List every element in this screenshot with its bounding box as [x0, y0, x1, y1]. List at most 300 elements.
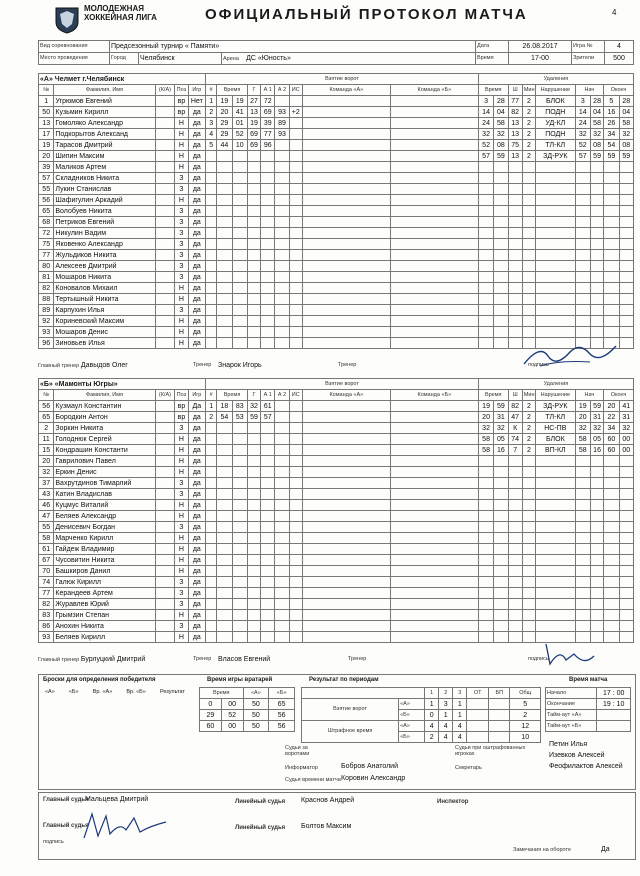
pen-violation: НС-ПВ — [536, 423, 576, 434]
player-name: Зоркин Никита — [54, 423, 155, 434]
pen-end-min: 34 — [604, 129, 619, 140]
goal-judges-label: Судьи за воротами — [285, 745, 310, 757]
player-name: Марченко Кирилл — [54, 533, 155, 544]
goal-sec: 41 — [232, 107, 247, 118]
pen-start-min: 14 — [575, 107, 590, 118]
player-played: да — [188, 338, 206, 349]
team-a-table: «А» Челмет г.Челябинск Взятие ворот Удаления № Фамилия, Имя (К/А) Поз Игр # Время Г А 1 А 2 ИС Команда «А» Команда «Б» Время Ш Мин Нарушение Нач Оконч 1 Угрюмов Евгений вр Нет 1 19 19 27 72 3 28 77 2 БЛОК 3 28 5 28 50 Кузьмин Кирилл вр да 2 20 41 13 69 93 +2 14 04 82 2 ПОДН 14 04 16 04 13 Гомоляко Александр Н да 3 29 01 19 39 89 24 58 13 2 УД-КЛ 24 58 26 58 17 Подкорытов Александ Н да 4 29 52 69 77 93 32 32 13 2 ПОДН 32 32 34 32 19 Тарасов Дмитрий Н да 5 44 10 69 96 52 08 75 2 ТЛ-КЛ 52 08 54 08 20 Шипин Максим Н да 57 59 13 2 ЗД-РУК 57 59 59 59 39 Маликов Артем Н да 57 Складников Никита З да 55 Лукин Станислав З да 56 Шафигулин Аркадий Н да 65 Волобуев Никита З да 68 Петриков Евгений З да 72 Никулин Вадим З да 75 Яковенко Александр З да 77 Жульдиков Никита З да 80 Алексеев Дмитрий З да 81 Мошаров Никита З да 82 Коновалов Михаил Н да 88 Тертышный Никита Н да 89 Карпухин Илья З да 92 Кориневский Максим Н да 93 Мошаров Денис Н да 96 Зиновьев Илья Н да — [38, 73, 634, 349]
pen-minutes: 2 — [522, 107, 535, 118]
goal-scorer: 27 — [247, 96, 260, 107]
goal-scorer: 19 — [247, 118, 260, 129]
player-number: 20 — [39, 456, 54, 467]
goal-scorer: 59 — [247, 412, 260, 423]
player-position: Н — [175, 338, 188, 349]
player-played: Да — [188, 401, 206, 412]
pen-violation: ПОДН — [536, 129, 576, 140]
player-name: Жульдиков Никита — [54, 250, 155, 261]
player-played: да — [188, 151, 206, 162]
pen-start-sec: 58 — [590, 118, 603, 129]
player-position: З — [175, 250, 188, 261]
pen-violation: ТЛ-КЛ — [536, 140, 576, 151]
video-judges-label: Судьи при оштрафованных игроках — [455, 745, 526, 757]
player-number: 83 — [39, 610, 54, 621]
pen-player: К — [508, 423, 522, 434]
timekeeper: Коровин Александр — [341, 775, 406, 782]
player-number: 56 — [39, 401, 54, 412]
pen-end-sec: 41 — [619, 401, 633, 412]
player-played: да — [188, 305, 206, 316]
goal-situation — [289, 401, 302, 412]
team-a-coach: Давыдов Олег — [80, 362, 128, 369]
player-position: З — [175, 577, 188, 588]
pen-start-min: 52 — [575, 140, 590, 151]
team-a-trainer2-label: Тренер — [338, 362, 357, 368]
pen-start-sec: 16 — [590, 445, 603, 456]
player-position: Н — [175, 533, 188, 544]
pen-end-min: 26 — [604, 118, 619, 129]
player-row — [39, 511, 634, 522]
date-value: 26.08.2017 — [509, 41, 572, 53]
team-b-table: «Б» «Мамонты Югры» Взятие ворот Удаления № Фамилия, Имя (К/А) Поз Игр # Время Г А 1 А 2 ИС Команда «А» Команда «Б» Время Ш Мин Нарушение Нач Оконч 56 Кузмаул Константин вр Да 1 18 83 32 61 19 59 82 2 ЗД-РУК 19 59 20 41 65 Бородкин Антон вр да 2 54 53 59 57 20 31 47 2 ТЛ-КЛ 20 31 22 31 2 Зоркин Никита З да 32 32 К 2 НС-ПВ 32 32 34 32 11 Голоднюк Сергей Н да 58 05 74 2 БЛОК 58 05 60 00 15 Кондрашин Константи Н да 58 16 7 2 ВП-КЛ 58 16 60 00 20 Гаврилович Павел Н да 32 Еркин Денис Н да 37 Вахрутдинов Тимарлий З да 43 Катин Владислав З да 46 Куцмус Виталий Н да 47 Беляев Александр Н да 55 Денисевич Богдан З да 58 Марченко Кирилл Н да 61 Гайдеж Владимир Н да 67 Чусовитин Никита Н да 70 Башкиров Данил Н да 74 Галюк Кирилл З да 77 Керандеев Артем З да 82 Журавлев Юрий З да 83 Грымзин Степан Н да 86 Анохин Никита З да 93 Беляев Кирилл Н да — [38, 378, 634, 643]
player-row — [39, 610, 634, 621]
player-played: да — [188, 129, 206, 140]
player-played: да — [188, 206, 206, 217]
player-number: 39 — [39, 162, 54, 173]
player-position: З — [175, 184, 188, 195]
pen-min: 3 — [478, 96, 493, 107]
informer: Бобров Анатолий — [341, 763, 398, 770]
goal-scorer: 69 — [247, 129, 260, 140]
player-played: да — [188, 489, 206, 500]
pen-end-min: 59 — [604, 151, 619, 162]
goal-assist-1: 96 — [261, 140, 275, 151]
pen-end-sec: 31 — [619, 412, 633, 423]
pen-start-sec: 59 — [590, 401, 603, 412]
goal-assist-2: 93 — [275, 107, 289, 118]
player-row — [39, 140, 634, 151]
main-ref-label: Главный судья — [43, 797, 89, 803]
player-number: 88 — [39, 294, 54, 305]
secretary-label: Секретарь — [455, 765, 482, 771]
goal-number: 2 — [206, 412, 217, 423]
pen-end-min: 22 — [604, 412, 619, 423]
pen-start-min: 58 — [575, 445, 590, 456]
pen-violation: УД-КЛ — [536, 118, 576, 129]
player-number: 86 — [39, 621, 54, 632]
gk-table: Время «А» «Б» 0 00 50 65 29 52 50 56 60 00 50 56 — [199, 687, 295, 732]
video-judge-1: Петин Илья — [549, 741, 588, 748]
player-name: Денисевич Богдан — [54, 522, 155, 533]
player-name: Шипин Максим — [54, 151, 155, 162]
player-name: Бородкин Антон — [54, 412, 155, 423]
match-end: 19 : 10 — [597, 699, 631, 710]
player-played: да — [188, 500, 206, 511]
pen-minutes: 2 — [522, 412, 535, 423]
player-number: 58 — [39, 533, 54, 544]
pen-end-min: 5 — [604, 96, 619, 107]
player-name: Никулин Вадим — [54, 228, 155, 239]
comp-value: Предсезонный турнир « Памяти» — [110, 41, 476, 53]
player-name: Тарасов Дмитрий — [54, 140, 155, 151]
player-name: Алексеев Дмитрий — [54, 261, 155, 272]
pen-end-min: 60 — [604, 434, 619, 445]
pen-start-min: 57 — [575, 151, 590, 162]
goal-assist-1: 72 — [261, 96, 275, 107]
team-a-sign-label: подпись — [528, 362, 549, 368]
player-position: Н — [175, 511, 188, 522]
team-b-trainer2-label: Тренер — [348, 656, 367, 662]
match-time-title: Время матча — [569, 677, 608, 683]
player-position: З — [175, 522, 188, 533]
pen-end-sec: 59 — [619, 151, 633, 162]
player-position: З — [175, 305, 188, 316]
goal-assist-1: 39 — [261, 118, 275, 129]
time-value: 17-00 — [509, 53, 572, 65]
player-number: 15 — [39, 445, 54, 456]
player-number: 61 — [39, 544, 54, 555]
goal-situation — [289, 118, 302, 129]
gk-row: 0 00 50 65 — [200, 699, 295, 710]
gk-title: Время игры вратарей — [207, 677, 273, 683]
pen-minutes: 2 — [522, 423, 535, 434]
pen-minutes: 2 — [522, 445, 535, 456]
game-label: Игра № — [572, 41, 605, 53]
remarks-label: Замечания на обороте — [513, 847, 571, 853]
player-row — [39, 305, 634, 316]
player-position: Н — [175, 151, 188, 162]
pen-start-sec: 59 — [590, 151, 603, 162]
player-number: 19 — [39, 140, 54, 151]
player-name: Чусовитин Никита — [54, 555, 155, 566]
player-played: да — [188, 478, 206, 489]
player-number: 93 — [39, 327, 54, 338]
pen-minutes: 2 — [522, 401, 535, 412]
pen-start-min: 3 — [575, 96, 590, 107]
pen-end-sec: 28 — [619, 96, 633, 107]
player-name: Грымзин Степан — [54, 610, 155, 621]
pen-player: 82 — [508, 401, 522, 412]
pen-player: 82 — [508, 107, 522, 118]
player-played: да — [188, 467, 206, 478]
player-row — [39, 401, 634, 412]
player-row — [39, 261, 634, 272]
player-row — [39, 239, 634, 250]
team-a-section — [38, 73, 634, 349]
video-judge-2: Изевков Алексей — [549, 752, 605, 759]
player-row — [39, 151, 634, 162]
player-played: да — [188, 239, 206, 250]
match-start: 17 : 00 — [597, 688, 631, 699]
player-played: да — [188, 173, 206, 184]
player-number: 74 — [39, 577, 54, 588]
line-ref-2: Болтов Максим — [301, 823, 352, 830]
player-position: Н — [175, 445, 188, 456]
refs-sign-label: подпись — [43, 839, 64, 845]
player-name: Гаврилович Павел — [54, 456, 155, 467]
pen-end-sec: 00 — [619, 434, 633, 445]
player-row — [39, 173, 634, 184]
player-row — [39, 478, 634, 489]
player-number: 92 — [39, 316, 54, 327]
goal-number: 4 — [206, 129, 217, 140]
player-number: 65 — [39, 412, 54, 423]
player-name: Карпухин Илья — [54, 305, 155, 316]
secretary: Феофилактов Алексей — [549, 763, 623, 770]
player-name: Галюк Кирилл — [54, 577, 155, 588]
player-played: да — [188, 217, 206, 228]
player-row — [39, 621, 634, 632]
city-value: Челябинск — [139, 53, 222, 65]
player-played: да — [188, 445, 206, 456]
pen-violation: ВП-КЛ — [536, 445, 576, 456]
player-number: 13 — [39, 118, 54, 129]
pen-end-min: 34 — [604, 423, 619, 434]
player-name: Катин Владислав — [54, 489, 155, 500]
player-row — [39, 522, 634, 533]
pen-sec: 32 — [494, 129, 508, 140]
player-name: Шафигулин Аркадий — [54, 195, 155, 206]
gk-row: 60 00 50 56 — [200, 721, 295, 732]
team-a-signature-icon — [520, 340, 620, 370]
player-row — [39, 250, 634, 261]
player-name: Коновалов Михаил — [54, 283, 155, 294]
pen-start-sec: 08 — [590, 140, 603, 151]
player-position: З — [175, 217, 188, 228]
pen-violation: ЗД-РУК — [536, 151, 576, 162]
pen-start-min: 32 — [575, 129, 590, 140]
player-position: З — [175, 588, 188, 599]
player-position: Н — [175, 610, 188, 621]
player-played: да — [188, 261, 206, 272]
player-row — [39, 294, 634, 305]
player-position: вр — [175, 401, 188, 412]
player-played: да — [188, 511, 206, 522]
player-row — [39, 327, 634, 338]
team-b-goals-title: Взятие ворот — [206, 379, 479, 390]
goal-min: 29 — [217, 118, 232, 129]
match-info-table — [38, 40, 634, 65]
player-position: З — [175, 239, 188, 250]
player-row — [39, 162, 634, 173]
player-name: Маликов Артем — [54, 162, 155, 173]
pen-min: 14 — [478, 107, 493, 118]
player-row — [39, 533, 634, 544]
remarks-value: Да — [601, 846, 610, 853]
player-position: З — [175, 206, 188, 217]
pen-player: 13 — [508, 151, 522, 162]
player-position: З — [175, 599, 188, 610]
pen-end-sec: 04 — [619, 107, 633, 118]
player-position: З — [175, 173, 188, 184]
player-row — [39, 184, 634, 195]
league-name: МОЛОДЕЖНАЯ ХОККЕЙНАЯ ЛИГА — [84, 4, 157, 22]
player-name: Угрюмов Евгений — [54, 96, 155, 107]
player-row — [39, 283, 634, 294]
goal-assist-2: 93 — [275, 129, 289, 140]
goal-scorer: 13 — [247, 107, 260, 118]
pen-end-sec: 32 — [619, 423, 633, 434]
team-b-coach: Бурлуцкий Дмитрий — [80, 656, 146, 663]
player-position: вр — [175, 412, 188, 423]
goal-assist-2 — [275, 412, 289, 423]
player-row — [39, 599, 634, 610]
player-row — [39, 544, 634, 555]
goal-situation — [289, 96, 302, 107]
player-row — [39, 456, 634, 467]
pen-min: 58 — [478, 445, 493, 456]
player-number: 81 — [39, 272, 54, 283]
player-row — [39, 423, 634, 434]
player-position: Н — [175, 140, 188, 151]
player-row — [39, 588, 634, 599]
player-position: Н — [175, 456, 188, 467]
pen-player: 47 — [508, 412, 522, 423]
player-played: да — [188, 621, 206, 632]
player-number: 1 — [39, 96, 54, 107]
pen-sec: 31 — [494, 412, 508, 423]
player-position: Н — [175, 500, 188, 511]
goal-sec: 53 — [232, 412, 247, 423]
goal-sec: 19 — [232, 96, 247, 107]
player-played: да — [188, 294, 206, 305]
player-played: Нет — [188, 96, 206, 107]
player-number: 37 — [39, 478, 54, 489]
pen-sec: 58 — [494, 118, 508, 129]
player-position: З — [175, 228, 188, 239]
goal-min: 19 — [217, 96, 232, 107]
shootout-title: Броски для определения победителя — [43, 677, 156, 683]
player-played: да — [188, 566, 206, 577]
player-number: 80 — [39, 261, 54, 272]
summary-block — [38, 674, 636, 790]
player-played: да — [188, 184, 206, 195]
pen-end-min: 20 — [604, 401, 619, 412]
player-position: Н — [175, 327, 188, 338]
pen-minutes: 2 — [522, 434, 535, 445]
player-row — [39, 107, 634, 118]
line-ref-1: Краснов Андрей — [301, 797, 355, 804]
player-position: Н — [175, 566, 188, 577]
player-position: Н — [175, 129, 188, 140]
goal-number: 3 — [206, 118, 217, 129]
goal-min: 29 — [217, 129, 232, 140]
player-number: 43 — [39, 489, 54, 500]
player-position: З — [175, 621, 188, 632]
periods-title: Результат по периодам — [309, 677, 379, 683]
player-number: 57 — [39, 173, 54, 184]
pen-min: 32 — [478, 129, 493, 140]
player-position: Н — [175, 544, 188, 555]
page-number: 4 — [612, 8, 617, 17]
player-row — [39, 434, 634, 445]
inspector-label: Инспектор — [437, 799, 469, 805]
player-number: 77 — [39, 250, 54, 261]
goal-situation: +2 — [289, 107, 302, 118]
spectators-label: Зрители — [572, 53, 605, 65]
player-number: 56 — [39, 195, 54, 206]
pen-min: 58 — [478, 434, 493, 445]
pen-start-sec: 04 — [590, 107, 603, 118]
player-row — [39, 500, 634, 511]
player-played: да — [188, 272, 206, 283]
player-played: да — [188, 250, 206, 261]
informer-label: Информатор — [285, 765, 318, 771]
player-played: да — [188, 555, 206, 566]
player-played: да — [188, 118, 206, 129]
player-number: 17 — [39, 129, 54, 140]
player-row — [39, 566, 634, 577]
player-row — [39, 555, 634, 566]
comp-label: Вид соревнования — [39, 41, 110, 53]
player-played: да — [188, 577, 206, 588]
goal-sec: 10 — [232, 140, 247, 151]
pen-violation: БЛОК — [536, 434, 576, 445]
player-played: да — [188, 434, 206, 445]
pen-sec: 32 — [494, 423, 508, 434]
goals-label: Взятие ворот — [302, 699, 399, 721]
pen-minutes: 2 — [522, 129, 535, 140]
team-b-signature-icon — [540, 640, 600, 668]
team-b-trainer-label: Тренер — [193, 656, 212, 662]
pen-minutes: 2 — [522, 96, 535, 107]
team-b-title: «Б» «Мамонты Югры» — [39, 379, 206, 390]
player-row — [39, 118, 634, 129]
player-name: Керандеев Артем — [54, 588, 155, 599]
goal-min: 44 — [217, 140, 232, 151]
player-name: Мошаров Никита — [54, 272, 155, 283]
player-name: Лукин Станислав — [54, 184, 155, 195]
pen-end-min: 54 — [604, 140, 619, 151]
player-name: Еркин Денис — [54, 467, 155, 478]
player-position: З — [175, 261, 188, 272]
team-b-coach-label: Главный тренер — [38, 657, 80, 663]
player-row — [39, 412, 634, 423]
player-position: Н — [175, 555, 188, 566]
player-number: 20 — [39, 151, 54, 162]
player-played: да — [188, 533, 206, 544]
main-ref: Мальцева Дмитрий — [85, 796, 149, 803]
player-position: З — [175, 478, 188, 489]
pen-minutes: 2 — [522, 151, 535, 162]
goal-scorer: 32 — [247, 401, 260, 412]
pen-start-sec: 32 — [590, 423, 603, 434]
player-position: Н — [175, 316, 188, 327]
pen-sec: 05 — [494, 434, 508, 445]
page-title: ОФИЦИАЛЬНЫЙ ПРОТОКОЛ МАТЧА — [205, 6, 528, 23]
player-played: да — [188, 195, 206, 206]
pen-end-sec: 58 — [619, 118, 633, 129]
player-name: Волобуев Никита — [54, 206, 155, 217]
pen-end-min: 60 — [604, 445, 619, 456]
pen-sec: 28 — [494, 96, 508, 107]
pen-label: Штрафное время — [302, 721, 399, 743]
pen-end-min: 16 — [604, 107, 619, 118]
player-number: 72 — [39, 228, 54, 239]
player-played: да — [188, 610, 206, 621]
pen-sec: 08 — [494, 140, 508, 151]
main-ref2-label: Главный судья — [43, 823, 89, 829]
player-number: 32 — [39, 467, 54, 478]
player-name: Беляев Александр — [54, 511, 155, 522]
goal-situation — [289, 129, 302, 140]
pen-start-min: 58 — [575, 434, 590, 445]
place-label: Место проведения — [39, 53, 110, 65]
pen-start-min: 24 — [575, 118, 590, 129]
player-name: Гайдеж Владимир — [54, 544, 155, 555]
team-b-pen-title: Удаления — [478, 379, 633, 390]
pen-start-sec: 32 — [590, 129, 603, 140]
player-played: да — [188, 316, 206, 327]
